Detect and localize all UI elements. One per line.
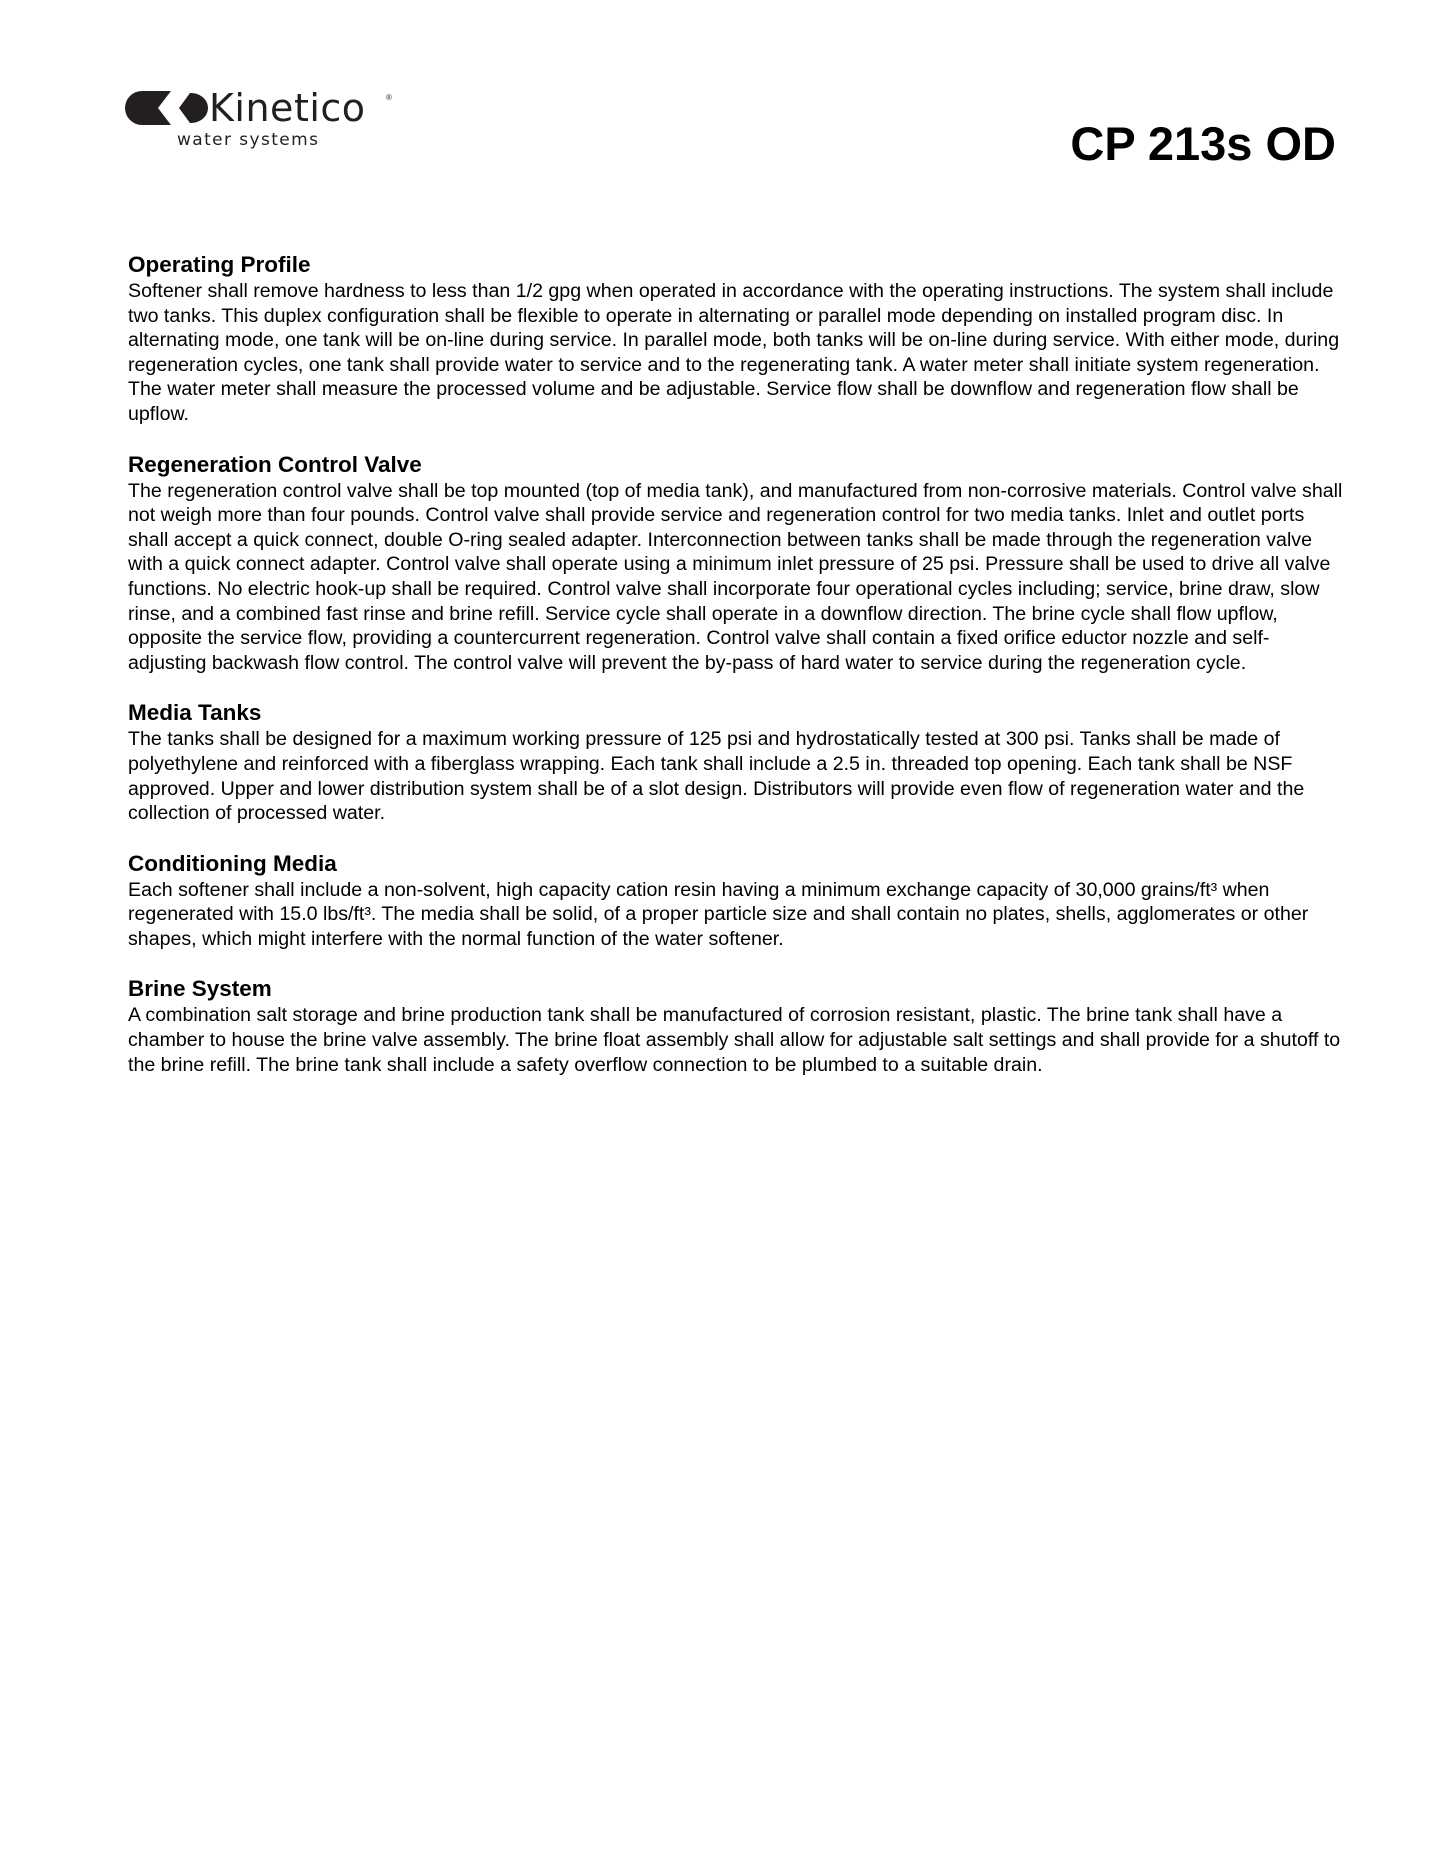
section-heading: Regeneration Control Valve	[128, 451, 422, 477]
section-heading: Operating Profile	[128, 252, 311, 277]
section-regeneration-control-valve	[128, 451, 1343, 676]
model-title: CP 213s OD	[1070, 117, 1336, 170]
section-brine-system	[128, 975, 1343, 1077]
specification-body	[128, 251, 1343, 1101]
section-heading: Media Tanks	[128, 700, 262, 726]
section-body: Each softener shall include a non-solvent, high capacity cation resin having a minimum exchange capacity of 30,000 grains/ft³ when regenerated with 15.0 lbs/ft³. The media shall be solid, of a proper particle size and shall contain no plates, shells, agglomerates or other shapes, which might interfere with the normal function of the water softener.	[128, 878, 1309, 950]
logo-brand-name: Kinetico	[209, 86, 366, 130]
kinetico-logo	[124, 88, 404, 158]
section-heading: Brine System	[128, 976, 272, 1002]
section-conditioning-media	[128, 850, 1343, 952]
section-body: Softener shall remove hardness to less than 1/2 gpg when operated in accordance with the operating instructions. The system shall include two tanks. This duplex configuration shall be flexible to operate in alternating or parallel mode depending on installed program disc. In alternating mode, one tank will be on-line during service. In parallel mode, both tanks will be on-line during service. With either mode, during regeneration cycles, one tank shall provide water to service and to the regenerating tank. A water meter shall initiate system regeneration. The water meter shall measure the processed volume and be adjustable. Service flow shall be downflow and regeneration flow shall be upflow.	[128, 280, 1340, 425]
registered-mark: ®	[386, 93, 392, 102]
section-heading: Conditioning Media	[128, 850, 337, 876]
section-body: The tanks shall be designed for a maximum working pressure of 125 psi and hydrostatically tested at 300 psi. Tanks shall be made of polyethylene and reinforced with a fiberglass wrapping. Each tank shall include a 2.5 in. threaded top opening. Each tank shall be NSF approved. Upper and lower distribution system shall be of a slot design. Distributors will provide even flow of regeneration water and the collection of processed water.	[128, 728, 1305, 825]
kinetico-logo-mark-icon	[124, 90, 208, 126]
section-body: A combination salt storage and brine production tank shall be manufactured of corrosion resistant, plastic. The brine tank shall have a chamber to house the brine valve assembly. The brine float assembly shall allow for adjustable salt settings and shall provide for a shutoff to the brine refill. The brine tank shall include a safety overflow connection to be plumbed to a suitable drain.	[128, 1004, 1341, 1076]
section-body: The regeneration control valve shall be top mounted (top of media tank), and manufactured from non-corrosive materials. Control valve shall not weigh more than four pounds. Control valve shall provide service and regeneration control for two media tanks. Inlet and outlet ports shall accept a quick connect, double O-ring sealed adapter. Interconnection between tanks shall be made through the regeneration valve with a quick connect adapter. Control valve shall operate using a minimum inlet pressure of 25 psi. Pressure shall be used to drive all valve functions. No electric hook-up shall be required. Control valve shall incorporate four operational cycles including; service, brine draw, slow rinse, and a combined fast rinse and brine refill. Service cycle shall operate in a downflow direction. The brine cycle shall flow upflow, opposite the service flow, providing a countercurrent regeneration. Control valve shall contain a fixed orifice eductor nozzle and self-adjusting backwash flow control. The control valve will prevent the by-pass of hard water to service during the regeneration cycle.	[128, 479, 1343, 674]
section-operating-profile	[128, 251, 1343, 427]
logo-tagline: water systems	[177, 130, 320, 150]
section-media-tanks	[128, 699, 1343, 825]
